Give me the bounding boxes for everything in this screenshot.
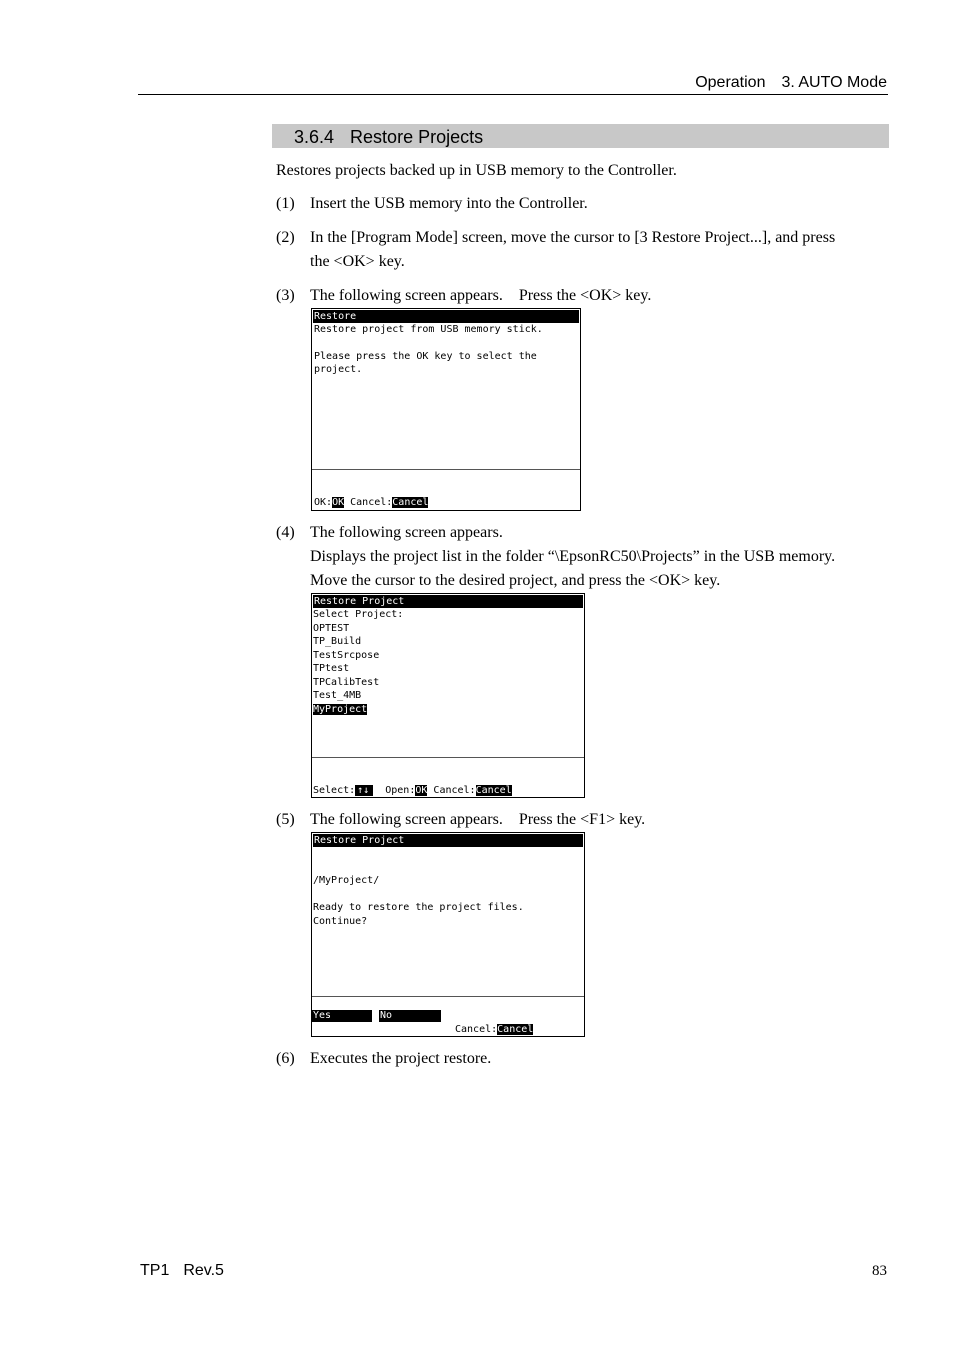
step-3-text: The following screen appears. Press the <OK> key. [310,287,652,304]
step-4-number: (4) [276,524,295,541]
step-6-number: (6) [276,1050,295,1067]
page-number: 83 [872,1263,887,1279]
select-label: Select: [313,785,356,796]
header-rule [138,94,888,95]
project-list-item[interactable]: TPtest [313,663,350,674]
footer-revision: Rev.5 [183,1262,224,1279]
yes-softkey[interactable]: Yes [312,1010,372,1022]
project-list-item[interactable]: TP_Build [313,636,362,647]
section-heading [272,124,889,148]
project-list-item[interactable]: TestSrcpose [313,650,380,661]
selected-project[interactable]: MyProject [313,704,368,715]
step-4-text-line-3: Move the cursor to the desired project, and press the <OK> key. [310,572,721,589]
screen-divider [312,757,584,758]
arrow-keys-icon[interactable]: ↑↓ [355,785,373,796]
project-path: /MyProject/ [313,875,380,886]
cancel-key[interactable]: Cancel [392,497,429,508]
step-2-text-line-1: In the [Program Mode] screen, move the cursor to [3 Restore Project...], and press [310,229,836,246]
header-section: Operation [695,74,766,91]
project-list-item-selected[interactable] [313,703,367,716]
cancel-label: Cancel: [427,785,476,796]
project-list-item[interactable]: OPTEST [313,623,350,634]
screen-title-bar: Restore [313,310,579,323]
step-1-number: (1) [276,195,295,212]
step-5-number: (5) [276,811,295,828]
footer-manual: TP1 [140,1262,170,1279]
step-6-text: Executes the project restore. [310,1050,492,1067]
ok-key[interactable]: OK [332,497,345,508]
cancel-label: Cancel: [455,1024,498,1035]
confirm-message: Ready to restore the project files. [313,902,524,913]
section-number: 3.6.4 [294,127,335,147]
screen-function-row [455,1023,533,1036]
section-title-text: Restore Projects [350,127,484,147]
restore-confirm-screen [311,832,585,1037]
screen-text-line: Please press the OK key to select the [314,351,537,362]
screen-divider [312,996,584,997]
select-project-prompt: Select Project: [313,609,404,620]
project-list-item[interactable]: Test_4MB [313,690,362,701]
screen-function-row [313,784,512,797]
step-4-text-line-1: The following screen appears. [310,524,503,541]
step-5-text: The following screen appears. Press the <F1> key. [310,811,646,828]
step-4-text-line-2: Displays the project list in the folder “\EpsonRC50\Projects” in the USB memory. [310,548,836,565]
screen-function-row [314,496,428,509]
running-header [0,74,887,92]
restore-project-list-screen [311,593,585,798]
footer-manual-info [140,1262,224,1280]
restore-screen [311,308,581,511]
cancel-label: Cancel: [344,497,393,508]
cancel-key[interactable]: Cancel [497,1024,534,1035]
header-chapter: 3. AUTO Mode [781,74,887,91]
open-label: Open: [373,785,416,796]
screen-divider [312,469,580,470]
step-2-number: (2) [276,229,295,246]
step-3-number: (3) [276,287,295,304]
screen-title-bar: Restore Project [313,834,583,847]
no-softkey[interactable]: No [379,1010,441,1022]
cancel-key[interactable]: Cancel [475,785,512,796]
confirm-question: Continue? [313,916,368,927]
ok-label: OK: [314,497,333,508]
step-2-text-line-2: the <OK> key. [310,253,405,270]
screen-title-bar: Restore Project [313,595,583,608]
open-key[interactable]: OK [415,785,428,796]
intro-paragraph: Restores projects backed up in USB memory to the Controller. [276,162,677,179]
project-list-item[interactable]: TPCalibTest [313,677,380,688]
section-title [294,127,483,148]
screen-text-line: Restore project from USB memory stick. [314,324,543,335]
screen-text-line: project. [314,364,363,375]
step-1-text: Insert the USB memory into the Controller. [310,195,588,212]
